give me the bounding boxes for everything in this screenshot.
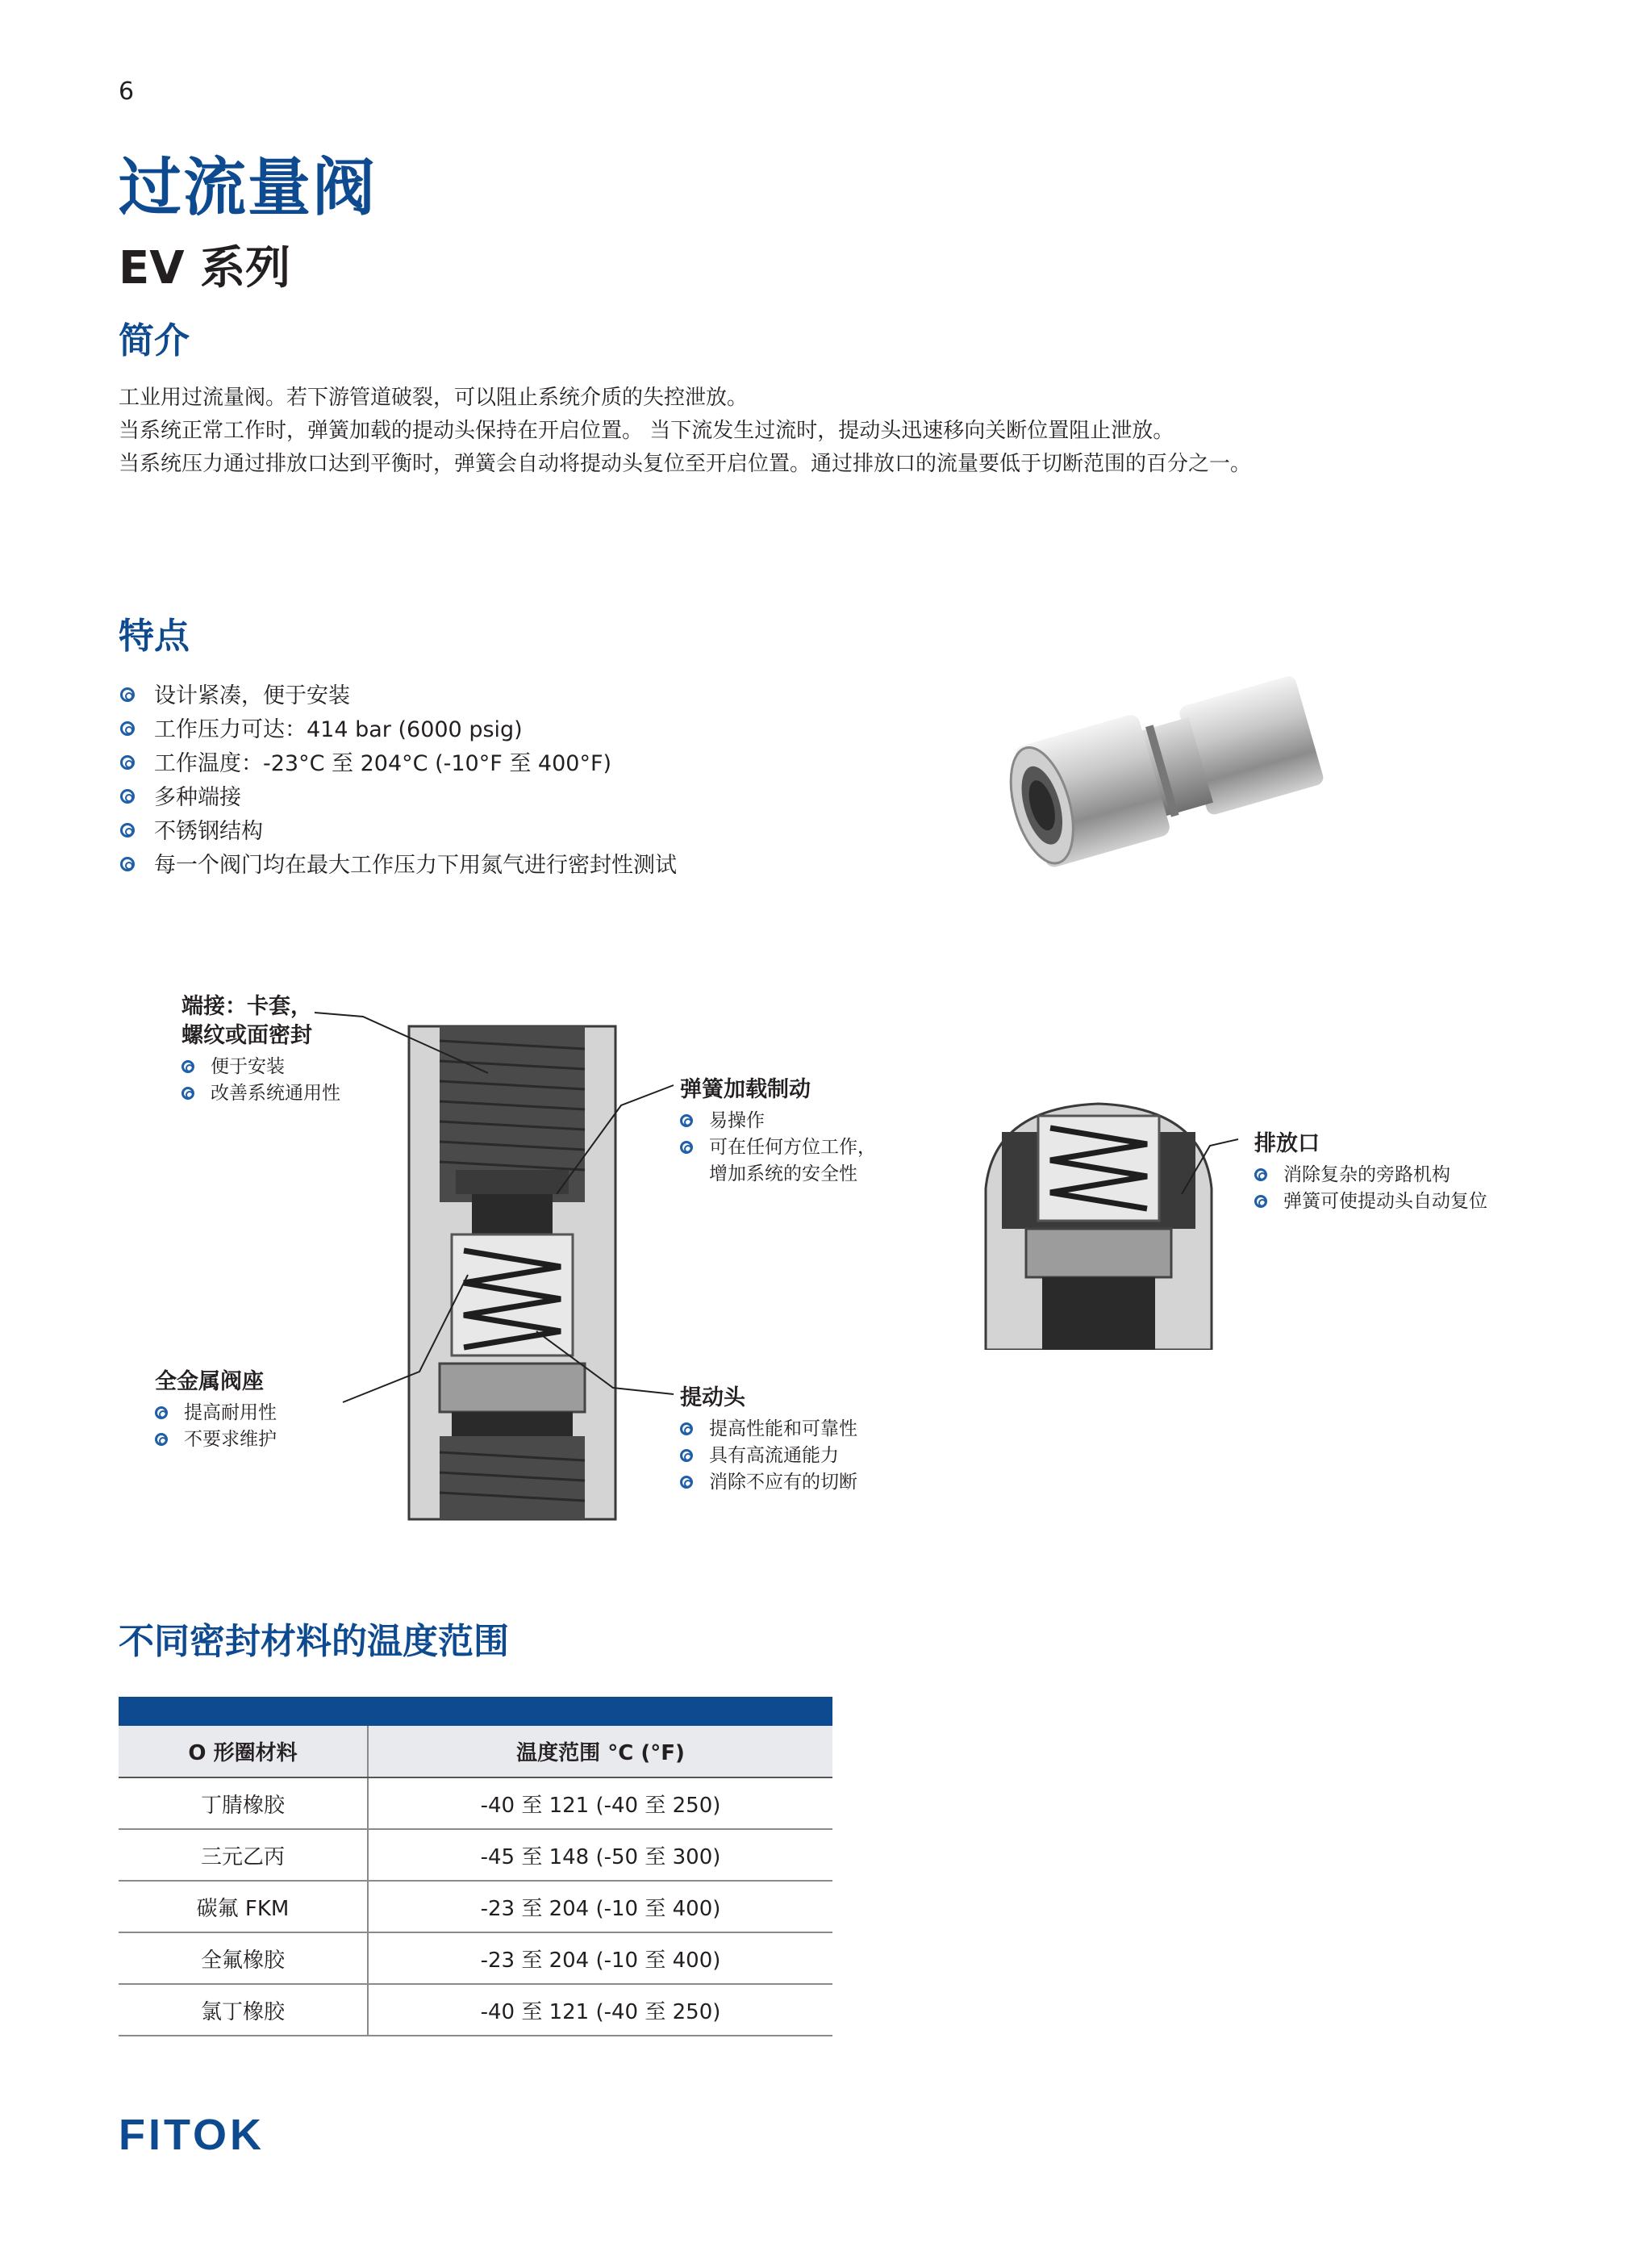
callout-item: 增加系统的安全性 <box>709 1163 857 1184</box>
feature-item: 工作温度：-23°C 至 204°C (-10°F 至 400°F) <box>119 747 925 781</box>
fitok-logo: FITOK <box>119 2111 265 2159</box>
feature-item: 设计紧凑，便于安装 <box>119 679 925 713</box>
series-subtitle: EV 系列 <box>119 242 291 294</box>
callout-spring: 弹簧加载制动 易操作 可在任何方位工作， 增加系统的安全性 <box>680 1076 876 1188</box>
callout-item: 提高耐用性 <box>155 1400 277 1426</box>
feature-item: 不锈钢结构 <box>119 815 925 849</box>
table-cell: 全氟橡胶 <box>119 1932 368 1984</box>
feature-item: 每一个阀门均在最大工作压力下用氮气进行密封性测试 <box>119 849 925 883</box>
table-cell: -40 至 121 (-40 至 250) <box>368 1984 832 2036</box>
callout-item: 消除复杂的旁路机构 <box>1254 1162 1487 1188</box>
bullet-icon <box>181 1087 194 1100</box>
table-cell: 丁腈橡胶 <box>119 1777 368 1829</box>
callout-poppet: 提动头 提高性能和可靠性 具有高流通能力 消除不应有的切断 <box>680 1384 857 1496</box>
table-row <box>119 1881 832 1932</box>
table-cell: 氯丁橡胶 <box>119 1984 368 2036</box>
bullet-icon <box>1254 1195 1267 1208</box>
intro-heading: 简介 <box>119 320 190 361</box>
callout-item: 不要求维护 <box>155 1426 277 1453</box>
temperature-table-wrapper <box>119 1697 832 2036</box>
page-number: 6 <box>119 77 135 106</box>
table-cell: 碳氟 FKM <box>119 1881 368 1932</box>
bullet-icon <box>680 1449 693 1462</box>
bullet-icon <box>680 1114 693 1127</box>
callout-item: 弹簧可使提动头自动复位 <box>1254 1188 1487 1215</box>
feature-item: 多种端接 <box>119 781 925 815</box>
table-row <box>119 1777 832 1829</box>
callout-item: 提高性能和可靠性 <box>680 1416 857 1443</box>
callout-item: 可在任何方位工作， <box>680 1134 876 1161</box>
table-cell: -40 至 121 (-40 至 250) <box>368 1777 832 1829</box>
temperature-heading: 不同密封材料的温度范围 <box>119 1621 509 1662</box>
callout-item: 改善系统通用性 <box>181 1080 340 1107</box>
table-cell: -45 至 148 (-50 至 300) <box>368 1829 832 1881</box>
table-row <box>119 1932 832 1984</box>
intro-line: 工业用过流量阀。若下游管道破裂，可以阻止系统介质的失控泄放。 <box>119 386 749 410</box>
table-row <box>119 1829 832 1881</box>
table-header-row <box>119 1726 832 1777</box>
column-header: O 形圈材料 <box>119 1726 368 1777</box>
bullet-icon <box>155 1433 168 1446</box>
bullet-icon <box>155 1406 168 1419</box>
intro-line: 当系统压力通过排放口达到平衡时，弹簧会自动将提动头复位至开启位置。通过排放口的流量要低于切断范围的百分之一。 <box>119 452 1252 476</box>
callout-item: 便于安装 <box>181 1054 340 1080</box>
feature-item: 工作压力可达：414 bar (6000 psig) <box>119 713 925 747</box>
bullet-icon <box>1254 1168 1267 1181</box>
callout-item: 具有高流通能力 <box>680 1443 857 1469</box>
bullet-icon <box>680 1141 693 1154</box>
callout-bleed-port: 排放口 消除复杂的旁路机构 弹簧可使提动头自动复位 <box>1254 1130 1487 1215</box>
table-cell: 三元乙丙 <box>119 1829 368 1881</box>
table-row <box>119 1984 832 2036</box>
table-cell: -23 至 204 (-10 至 400) <box>368 1881 832 1932</box>
callout-seat: 全金属阀座 提高耐用性 不要求维护 <box>155 1368 277 1453</box>
table-header-bar <box>119 1697 832 1726</box>
table-cell: -23 至 204 (-10 至 400) <box>368 1932 832 1984</box>
bullet-icon <box>181 1060 194 1073</box>
temperature-table <box>119 1726 832 2036</box>
bullet-icon <box>680 1422 693 1435</box>
callout-item: 消除不应有的切断 <box>680 1469 857 1496</box>
page-title: 过流量阀 <box>119 152 378 224</box>
callout-end-connection: 端接：卡套， 螺纹或面密封 便于安装 改善系统通用性 <box>181 992 340 1107</box>
intro-line: 当系统正常工作时，弹簧加载的提动头保持在开启位置。 当下流发生过流时，提动头迅速移向关断位置阻止泄放。 <box>119 419 1174 443</box>
features-heading: 特点 <box>119 616 190 657</box>
column-header: 温度范围 °C (°F) <box>368 1726 832 1777</box>
bullet-icon <box>680 1476 693 1489</box>
callout-item: 易操作 <box>680 1108 876 1134</box>
